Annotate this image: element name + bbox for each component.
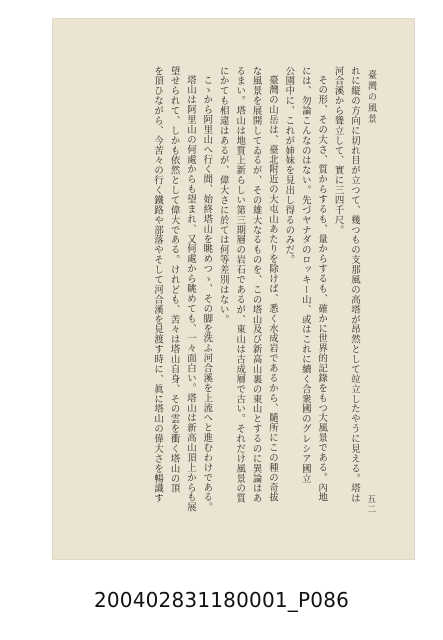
paragraph: れに縦の方向に切れ目が立つて、幾つもの支那風の高塔が昂然として竝立したやうに見える。塔は <box>349 66 360 504</box>
running-title: 臺灣の風景 <box>366 70 376 125</box>
paragraph: 塔山は阿里山の何處からも望まれ、又何處から眺めても、一々面白い。塔山は新高山頂上からも展 <box>184 75 196 513</box>
paragraph: な風景を展開してゐるが、その雄大なるものを、この塔山及び新高山裏の東山とするのに異論はあ <box>250 66 262 504</box>
paragraph: 望せられて、しかも依然として偉大である。けれども、苦々は塔山自身、その雲を衝く塔山の頂 <box>168 66 180 494</box>
paragraph: を頂ひながら、今苦々の行く鐵路や部落やそして河合溪を見渡す時に、眞に塔山の偉大さを暢識す <box>152 66 164 504</box>
paragraph: 公園中に、これが姉妹を見出し得るのみだ。 <box>283 66 295 265</box>
paragraph: こゝから阿里山へ行く間、始終塔山を眺めつゝ、その脚を洗ふ河合溪を上流へと進むわけである。 <box>201 75 213 513</box>
book-page <box>52 18 415 560</box>
paragraph: 臺灣の山岳は、臺北附近の大屯山あたりを除けば、悉く水成岩であるから、隨所にこの種の奇拔 <box>266 75 278 503</box>
paragraph: 河合溪から聳立して、實に三四千尺。 <box>332 66 344 235</box>
paragraph: には、勿論こんなのはない。先づヤナダのロッキー山、或はこれに續く合衆國のグレシア國立 <box>299 66 311 484</box>
paragraph: その形、その大さ、質からするも、量からするも、確かに世界的記錄をもつ大風景である。內地 <box>316 75 328 503</box>
page-number: 五二 <box>365 494 375 514</box>
paragraph: るまい。塔山は地質上新らしい第三期層の岩石であるが、東山は古成層で古い。それだけ風景の質 <box>234 66 246 504</box>
paragraph: にかても相違はあるが、偉大さに於ては何等差別はない。 <box>217 66 229 325</box>
body-text <box>132 66 362 516</box>
image-identifier-caption: 200402831180001_P086 <box>93 588 350 612</box>
